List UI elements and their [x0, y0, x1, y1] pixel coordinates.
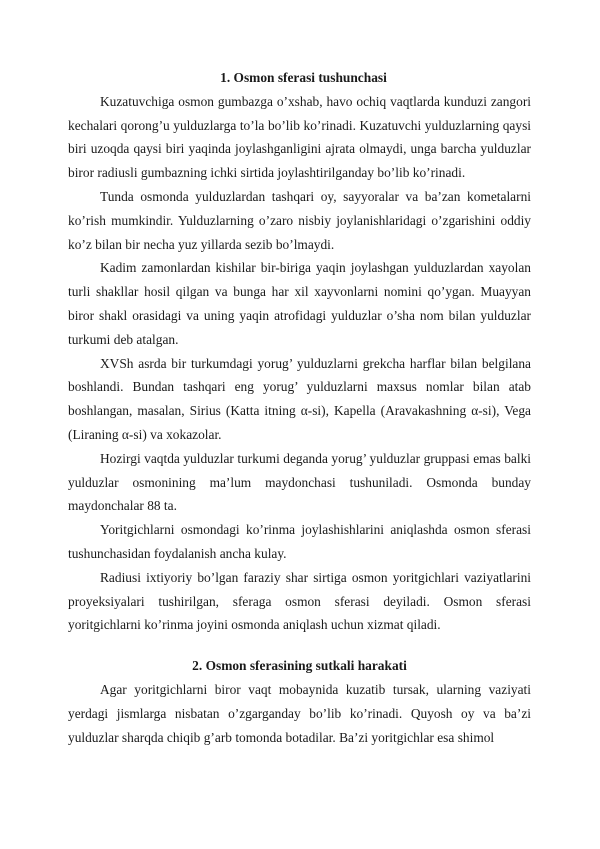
section-1-paragraph: Radiusi ixtiyoriy bo’lgan faraziy shar sirtiga osmon yoritgichlari vaziyatlarini proyeksiyalari tushirilgan, sferaga osmon sferasi deyiladi. Osmon sferasi yoritgichlarni ko’rinma joyini osmonda aniqlash uchun xizmat qiladi. — [68, 569, 531, 633]
section-1-paragraph: Yoritgichlarni osmondagi ko’rinma joylashishlarini aniqlashda osmon sferasi tushunchasidan foydalanish ancha kulay. — [68, 522, 531, 561]
section-1-paragraph: Hozirgi vaqtda yulduzlar turkumi deganda yorug’ yulduzlar gruppasi emas balki yulduzlar osmonining ma’lum maydonchasi tushuniladi. Osmonda bunday maydonchalar 88 ta. — [68, 450, 531, 514]
section-1-paragraph: Kuzatuvchiga osmon gumbazga o’xshab, havo ochiq vaqtlarda kunduzi zangori kechalari qorong’u yulduzlarga to’la bo’lib ko’rinadi. Kuzatuvchi yulduzlarning qaysi biri uzoqda qaysi biri yaqinda joylashganligini ajrata olmaydi, unga barcha yulduzlar biror radiusli gumbazning ichki sirtida joylashtirilganday bo’lib ko’rinadi. — [68, 93, 531, 181]
page-content — [68, 66, 531, 749]
section-1-paragraph: Tunda osmonda yulduzlardan tashqari oy, sayyoralar va ba’zan kometalarni ko’rish mumkindir. Yulduzlarning o’zaro nisbiy joylanishlaridagi o’zgarishini oddiy ko’z bilan bir necha yuz yillarda sezib bo’lmaydi. — [68, 188, 531, 252]
section-1-paragraph: XVSh asrda bir turkumdagi yorug’ yulduzlarni grekcha harflar bilan belgilana boshlandi. Bundan tashqari eng yorug’ yulduzlarni maxsus nomlar bilan atab boshlangan, masalan, Sirius (Katta itning α-si), Kapella (Aravakashning α-si), Vega (Liraning α-si) va xokazolar. — [68, 355, 531, 442]
section-2-heading: 2. Osmon sferasining sutkali harakati — [192, 658, 407, 674]
section-1-heading: 1. Osmon sferasi tushunchasi — [220, 70, 387, 85]
section-1-paragraph: Kadim zamonlardan kishilar bir-biriga yaqin joylashgan yulduzlardan xayolan turli shakllar hosil qilgan va bunga har xil xayvonlarni nomini qo’ygan. Muayyan biror shakl orasidagi va uning yaqin atrofidagi yulduzlar o’sha nom bilan yulduzlar turkumi deb atalgan. — [68, 260, 531, 347]
section-2-paragraph: Agar yoritgichlarni biror vaqt mobaynida kuzatib tursak, ularning vaziyati yerdagi jismlarga nisbatan o’zgarganday bo’lib ko’rinadi. Quyosh oy va ba’zi yulduzlar sharqda chiqib g’arb tomonda botadilar. Ba’zi yoritgichlar esa shimol — [68, 681, 531, 745]
